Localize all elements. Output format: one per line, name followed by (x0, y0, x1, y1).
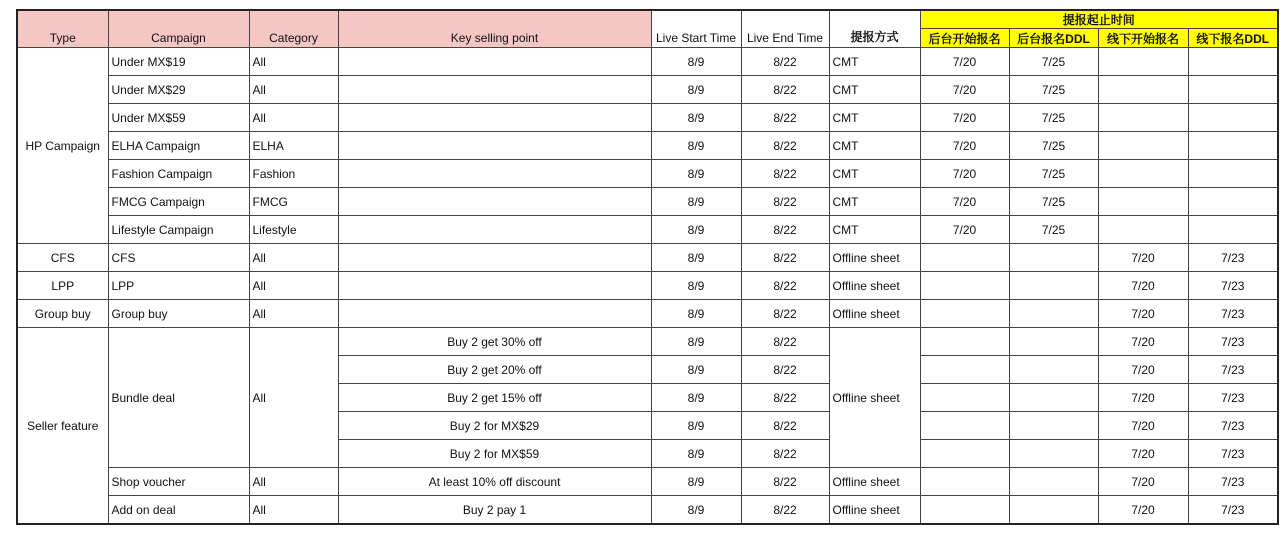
offline-ddl-cell[interactable] (1188, 160, 1278, 188)
live-start-cell[interactable]: 8/9 (651, 384, 741, 412)
live-start-cell[interactable]: 8/9 (651, 440, 741, 468)
campaign-cell[interactable]: ELHA Campaign (108, 132, 249, 160)
campaign-cell[interactable]: CFS (108, 244, 249, 272)
category-cell[interactable]: All (249, 468, 338, 496)
table-row (17, 496, 1278, 525)
backend-ddl-cell[interactable]: 7/25 (1009, 76, 1098, 104)
live-start-cell[interactable]: 8/9 (651, 356, 741, 384)
backend-ddl-cell[interactable] (1009, 328, 1098, 356)
live-start-cell[interactable]: 8/9 (651, 272, 741, 300)
method-cell[interactable]: Offline sheet (829, 328, 920, 468)
campaign-cell[interactable]: Under MX$29 (108, 76, 249, 104)
campaign-cell[interactable]: Lifestyle Campaign (108, 216, 249, 244)
method-cell[interactable]: Offline sheet (829, 468, 920, 496)
header-key-selling-point[interactable]: Key selling point (338, 10, 651, 48)
live-start-cell[interactable]: 8/9 (651, 76, 741, 104)
offline-ddl-cell[interactable]: 7/23 (1188, 468, 1278, 496)
campaign-cell[interactable]: Bundle deal (108, 328, 249, 468)
table-row (17, 132, 1278, 160)
live-end-cell[interactable]: 8/22 (741, 440, 829, 468)
live-start-cell[interactable]: 8/9 (651, 468, 741, 496)
offline-start-cell[interactable]: 7/20 (1098, 440, 1188, 468)
ksp-cell[interactable] (338, 76, 651, 104)
backend-start-cell[interactable] (920, 468, 1009, 496)
backend-start-cell[interactable] (920, 272, 1009, 300)
backend-ddl-cell[interactable]: 7/25 (1009, 216, 1098, 244)
live-end-cell[interactable]: 8/22 (741, 244, 829, 272)
ksp-cell[interactable] (338, 216, 651, 244)
offline-start-cell[interactable]: 7/20 (1098, 496, 1188, 525)
live-end-cell[interactable]: 8/22 (741, 496, 829, 525)
backend-start-cell[interactable]: 7/20 (920, 216, 1009, 244)
method-cell[interactable]: Offline sheet (829, 244, 920, 272)
backend-ddl-cell[interactable] (1009, 440, 1098, 468)
ksp-cell[interactable] (338, 160, 651, 188)
live-end-cell[interactable]: 8/22 (741, 132, 829, 160)
offline-start-cell[interactable]: 7/20 (1098, 244, 1188, 272)
method-cell[interactable]: Offline sheet (829, 300, 920, 328)
live-end-cell[interactable]: 8/22 (741, 76, 829, 104)
table-row (17, 328, 1278, 356)
offline-ddl-cell[interactable]: 7/23 (1188, 272, 1278, 300)
offline-ddl-cell[interactable]: 7/23 (1188, 412, 1278, 440)
offline-ddl-cell[interactable] (1188, 76, 1278, 104)
backend-start-cell[interactable] (920, 384, 1009, 412)
backend-ddl-cell[interactable]: 7/25 (1009, 104, 1098, 132)
backend-start-cell[interactable] (920, 300, 1009, 328)
table-row (17, 76, 1278, 104)
offline-ddl-cell[interactable]: 7/23 (1188, 328, 1278, 356)
backend-ddl-cell[interactable] (1009, 356, 1098, 384)
offline-ddl-cell[interactable]: 7/23 (1188, 356, 1278, 384)
live-end-cell[interactable]: 8/22 (741, 300, 829, 328)
live-end-cell[interactable]: 8/22 (741, 468, 829, 496)
live-start-cell[interactable]: 8/9 (651, 160, 741, 188)
campaign-cell[interactable]: Under MX$59 (108, 104, 249, 132)
method-cell[interactable]: CMT (829, 132, 920, 160)
table-row (17, 216, 1278, 244)
header-campaign[interactable]: Campaign (108, 10, 249, 48)
backend-ddl-cell[interactable] (1009, 384, 1098, 412)
live-end-cell[interactable]: 8/22 (741, 412, 829, 440)
ksp-cell[interactable] (338, 300, 651, 328)
offline-start-cell[interactable]: 7/20 (1098, 300, 1188, 328)
ksp-cell[interactable]: Buy 2 pay 1 (338, 496, 651, 525)
campaign-table (16, 9, 1279, 525)
header-period-group[interactable]: 提报起止时间 (920, 10, 1278, 29)
backend-start-cell[interactable]: 7/20 (920, 188, 1009, 216)
live-end-cell[interactable]: 8/22 (741, 384, 829, 412)
method-cell[interactable]: CMT (829, 188, 920, 216)
type-cell[interactable]: CFS (17, 244, 108, 272)
header-category[interactable]: Category (249, 10, 338, 48)
offline-start-cell[interactable] (1098, 132, 1188, 160)
backend-ddl-cell[interactable]: 7/25 (1009, 188, 1098, 216)
backend-start-cell[interactable]: 7/20 (920, 160, 1009, 188)
offline-start-cell[interactable] (1098, 216, 1188, 244)
backend-ddl-cell[interactable] (1009, 468, 1098, 496)
ksp-cell[interactable] (338, 244, 651, 272)
header-offline-start[interactable]: 线下开始报名 (1098, 29, 1188, 48)
offline-start-cell[interactable] (1098, 76, 1188, 104)
backend-ddl-cell[interactable] (1009, 244, 1098, 272)
ksp-cell[interactable]: Buy 2 get 20% off (338, 356, 651, 384)
method-cell[interactable]: CMT (829, 216, 920, 244)
ksp-cell[interactable] (338, 132, 651, 160)
category-cell[interactable]: All (249, 328, 338, 468)
category-cell[interactable]: Fashion (249, 160, 338, 188)
offline-ddl-cell[interactable]: 7/23 (1188, 300, 1278, 328)
live-end-cell[interactable]: 8/22 (741, 104, 829, 132)
backend-start-cell[interactable]: 7/20 (920, 76, 1009, 104)
category-cell[interactable]: ELHA (249, 132, 338, 160)
backend-start-cell[interactable] (920, 356, 1009, 384)
ksp-cell[interactable]: Buy 2 for MX$59 (338, 440, 651, 468)
type-cell[interactable]: Seller feature (17, 328, 108, 525)
campaign-cell[interactable]: Fashion Campaign (108, 160, 249, 188)
method-cell[interactable]: Offline sheet (829, 272, 920, 300)
offline-start-cell[interactable]: 7/20 (1098, 468, 1188, 496)
ksp-cell[interactable] (338, 272, 651, 300)
ksp-cell[interactable]: Buy 2 get 30% off (338, 328, 651, 356)
table-row (17, 188, 1278, 216)
header-offline-ddl[interactable]: 线下报名DDL (1188, 29, 1278, 48)
offline-ddl-cell[interactable] (1188, 132, 1278, 160)
backend-ddl-cell[interactable] (1009, 272, 1098, 300)
header-method[interactable]: 提报方式 (829, 10, 920, 48)
live-start-cell[interactable]: 8/9 (651, 300, 741, 328)
ksp-cell[interactable] (338, 188, 651, 216)
live-end-cell[interactable]: 8/22 (741, 328, 829, 356)
live-end-cell[interactable]: 8/22 (741, 272, 829, 300)
offline-start-cell[interactable]: 7/20 (1098, 384, 1188, 412)
ksp-cell[interactable]: At least 10% off discount (338, 468, 651, 496)
live-start-cell[interactable]: 8/9 (651, 132, 741, 160)
live-start-cell[interactable]: 8/9 (651, 412, 741, 440)
category-cell[interactable]: All (249, 104, 338, 132)
header-type[interactable]: Type (17, 10, 108, 48)
offline-ddl-cell[interactable]: 7/23 (1188, 244, 1278, 272)
live-start-cell[interactable]: 8/9 (651, 496, 741, 525)
backend-start-cell[interactable] (920, 244, 1009, 272)
offline-ddl-cell[interactable] (1188, 216, 1278, 244)
offline-start-cell[interactable]: 7/20 (1098, 412, 1188, 440)
backend-ddl-cell[interactable]: 7/25 (1009, 132, 1098, 160)
live-start-cell[interactable]: 8/9 (651, 48, 741, 76)
method-cell[interactable]: Offline sheet (829, 496, 920, 525)
backend-start-cell[interactable] (920, 496, 1009, 525)
offline-start-cell[interactable]: 7/20 (1098, 328, 1188, 356)
backend-start-cell[interactable] (920, 440, 1009, 468)
type-cell[interactable]: Group buy (17, 300, 108, 328)
table-row (17, 48, 1278, 76)
offline-start-cell[interactable] (1098, 48, 1188, 76)
ksp-cell[interactable]: Buy 2 for MX$29 (338, 412, 651, 440)
offline-ddl-cell[interactable] (1188, 48, 1278, 76)
offline-ddl-cell[interactable] (1188, 188, 1278, 216)
offline-ddl-cell[interactable]: 7/23 (1188, 440, 1278, 468)
header-backend-ddl[interactable]: 后台报名DDL (1009, 29, 1098, 48)
ksp-cell[interactable]: Buy 2 get 15% off (338, 384, 651, 412)
category-cell[interactable]: All (249, 48, 338, 76)
table-row (17, 104, 1278, 132)
campaign-cell[interactable]: LPP (108, 272, 249, 300)
offline-ddl-cell[interactable]: 7/23 (1188, 384, 1278, 412)
table-row (17, 272, 1278, 300)
live-start-cell[interactable]: 8/9 (651, 216, 741, 244)
live-start-cell[interactable]: 8/9 (651, 328, 741, 356)
campaign-cell[interactable]: FMCG Campaign (108, 188, 249, 216)
backend-start-cell[interactable] (920, 328, 1009, 356)
live-end-cell[interactable]: 8/22 (741, 216, 829, 244)
live-end-cell[interactable]: 8/22 (741, 356, 829, 384)
category-cell[interactable]: Lifestyle (249, 216, 338, 244)
method-cell[interactable]: CMT (829, 48, 920, 76)
offline-start-cell[interactable] (1098, 188, 1188, 216)
method-cell[interactable]: CMT (829, 104, 920, 132)
type-cell[interactable]: HP Campaign (17, 48, 108, 244)
backend-ddl-cell[interactable] (1009, 412, 1098, 440)
table-row (17, 244, 1278, 272)
category-cell[interactable]: All (249, 272, 338, 300)
category-cell[interactable]: FMCG (249, 188, 338, 216)
header-backend-start[interactable]: 后台开始报名 (920, 29, 1009, 48)
method-cell[interactable]: CMT (829, 76, 920, 104)
offline-start-cell[interactable] (1098, 104, 1188, 132)
campaign-cell[interactable]: Under MX$19 (108, 48, 249, 76)
offline-start-cell[interactable]: 7/20 (1098, 272, 1188, 300)
ksp-cell[interactable] (338, 104, 651, 132)
table-row (17, 300, 1278, 328)
offline-start-cell[interactable] (1098, 160, 1188, 188)
type-cell[interactable]: LPP (17, 272, 108, 300)
backend-start-cell[interactable]: 7/20 (920, 132, 1009, 160)
backend-ddl-cell[interactable]: 7/25 (1009, 48, 1098, 76)
category-cell[interactable]: All (249, 76, 338, 104)
campaign-cell[interactable]: Shop voucher (108, 468, 249, 496)
category-cell[interactable]: All (249, 244, 338, 272)
backend-start-cell[interactable]: 7/20 (920, 104, 1009, 132)
ksp-cell[interactable] (338, 48, 651, 76)
live-start-cell[interactable]: 8/9 (651, 188, 741, 216)
live-start-cell[interactable]: 8/9 (651, 244, 741, 272)
backend-ddl-cell[interactable] (1009, 496, 1098, 525)
category-cell[interactable]: All (249, 496, 338, 525)
campaign-cell[interactable]: Group buy (108, 300, 249, 328)
spreadsheet (16, 9, 1279, 525)
live-end-cell[interactable]: 8/22 (741, 188, 829, 216)
table-row (17, 160, 1278, 188)
offline-ddl-cell[interactable] (1188, 104, 1278, 132)
backend-ddl-cell[interactable]: 7/25 (1009, 160, 1098, 188)
live-end-cell[interactable]: 8/22 (741, 160, 829, 188)
backend-ddl-cell[interactable] (1009, 300, 1098, 328)
table-row (17, 468, 1278, 496)
live-start-cell[interactable]: 8/9 (651, 104, 741, 132)
offline-start-cell[interactable]: 7/20 (1098, 356, 1188, 384)
method-cell[interactable]: CMT (829, 160, 920, 188)
backend-start-cell[interactable] (920, 412, 1009, 440)
campaign-cell[interactable]: Add on deal (108, 496, 249, 525)
offline-ddl-cell[interactable]: 7/23 (1188, 496, 1278, 525)
live-end-cell[interactable]: 8/22 (741, 48, 829, 76)
header-live-end[interactable]: Live End Time (741, 10, 829, 48)
category-cell[interactable]: All (249, 300, 338, 328)
header-live-start[interactable]: Live Start Time (651, 10, 741, 48)
backend-start-cell[interactable]: 7/20 (920, 48, 1009, 76)
